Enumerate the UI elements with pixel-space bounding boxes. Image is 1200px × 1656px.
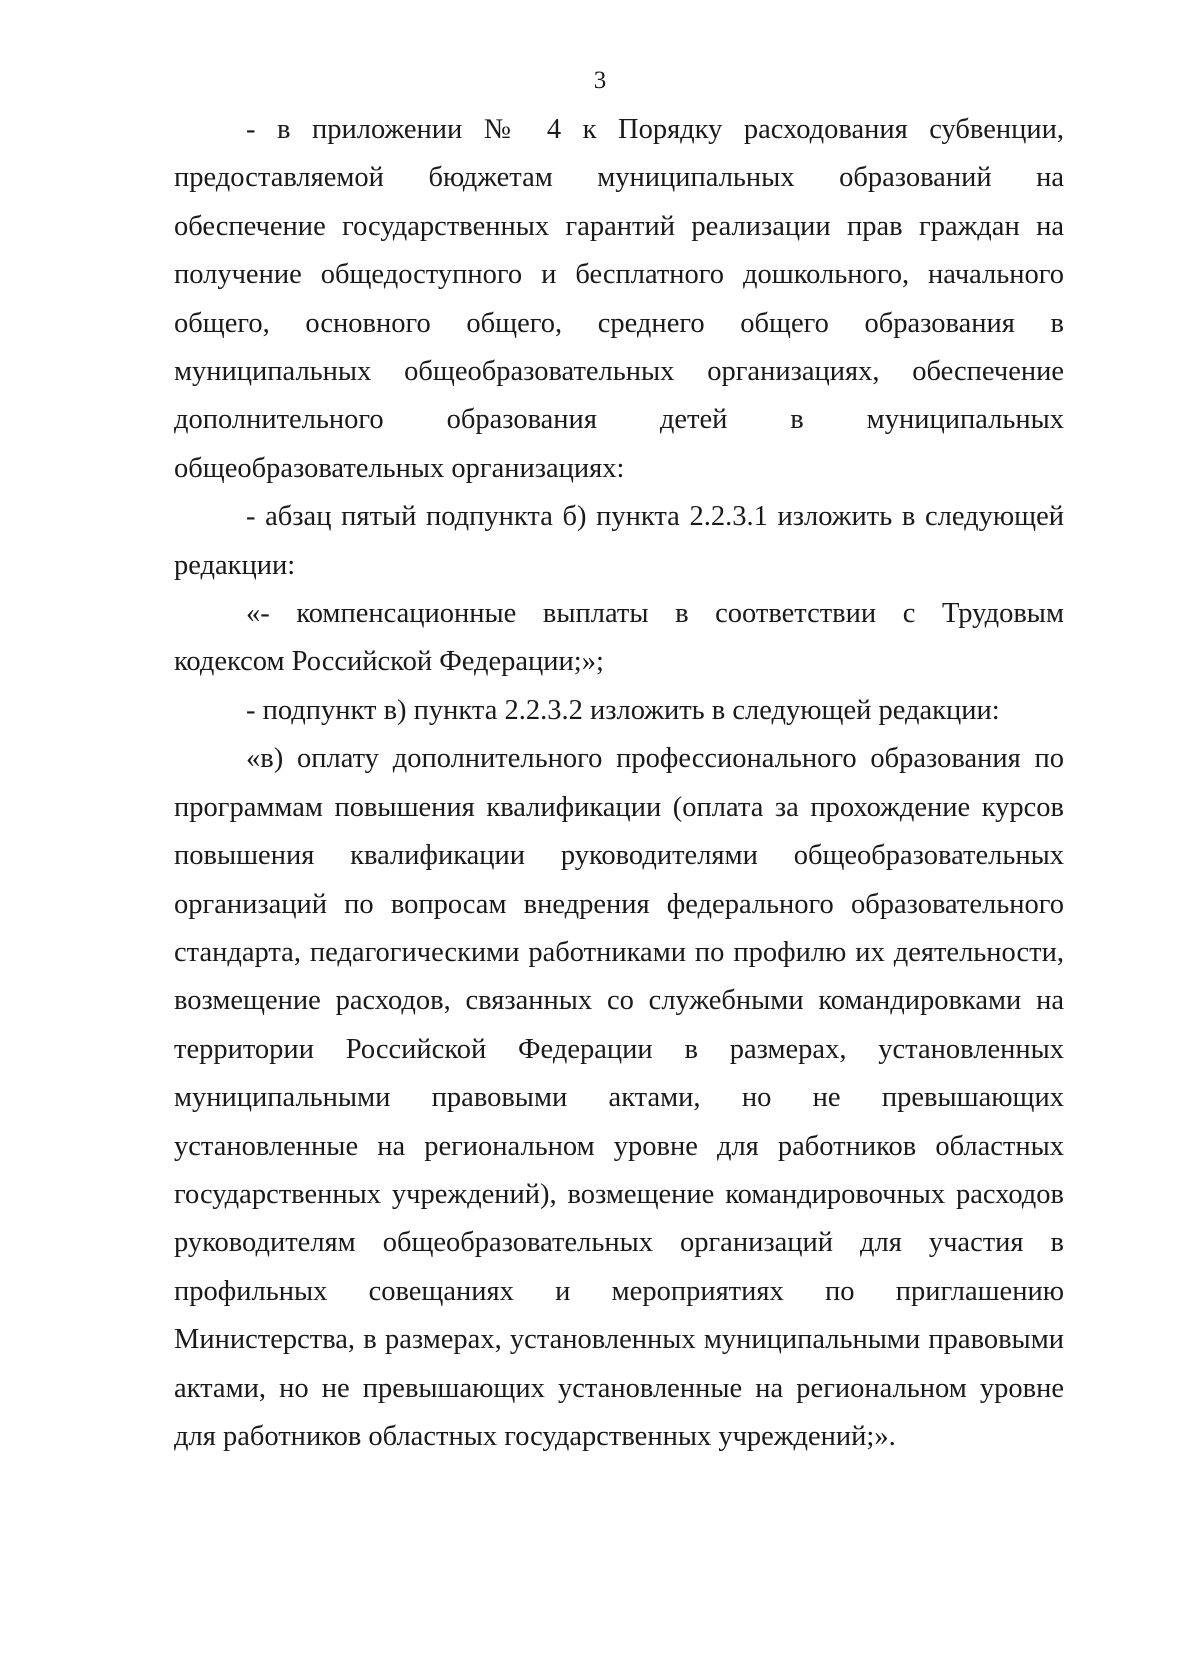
paragraph-amendment-intro: - в приложении № 4 к Порядку расходования субвенции, предоставляемой бюджетам муниципальных образований на обеспечение государственных гарантий реализации прав граждан на получение общедоступного и бесплатного дошкольного, начального общего, основного общего, среднего общего образования в муниципальных общеобразовательных организациях, обеспечение дополнительного образования детей в муниципальных общеобразовательных организациях:: [174, 114, 1064, 484]
page-number: 3: [593, 67, 607, 94]
paragraph-subpoint-b-text: «- компенсационные выплаты в соответствии с Трудовым кодексом Российской Федерации;»;: [174, 598, 1064, 678]
paragraph-subpoint-v-instruction: - подпункт в) пункта 2.2.3.2 изложить в следующей редакции:: [246, 694, 1000, 726]
paragraph-subpoint-b-instruction: - абзац пятый подпункта б) пункта 2.2.3.1 изложить в следующей редакции:: [174, 501, 1064, 581]
paragraph-subpoint-v-text: «в) оплату дополнительного профессионального образования по программам повышения квалификации (оплата за прохождение курсов повышения квалификации руководителями общеобразовательных организаций по вопросам внедрения федерального образовательного стандарта, педагогическими работниками по профилю их деятельности, возмещение расходов, связанных со служебными командировками на территории Российской Федерации в размерах, установленных муниципальными правовыми актами, но не превышающих установленные на региональном уровне для работников областных государственных учреждений), возмещение командировочных расходов руководителям общеобразовательных организаций для участия в профильных совещаниях и мероприятиях по приглашению Министерства, в размерах, установленных муниципальными правовыми актами, но не превышающих установленные на региональном уровне для работников областных государственных учреждений;».: [174, 743, 1064, 1452]
document-body: [174, 106, 1064, 1461]
